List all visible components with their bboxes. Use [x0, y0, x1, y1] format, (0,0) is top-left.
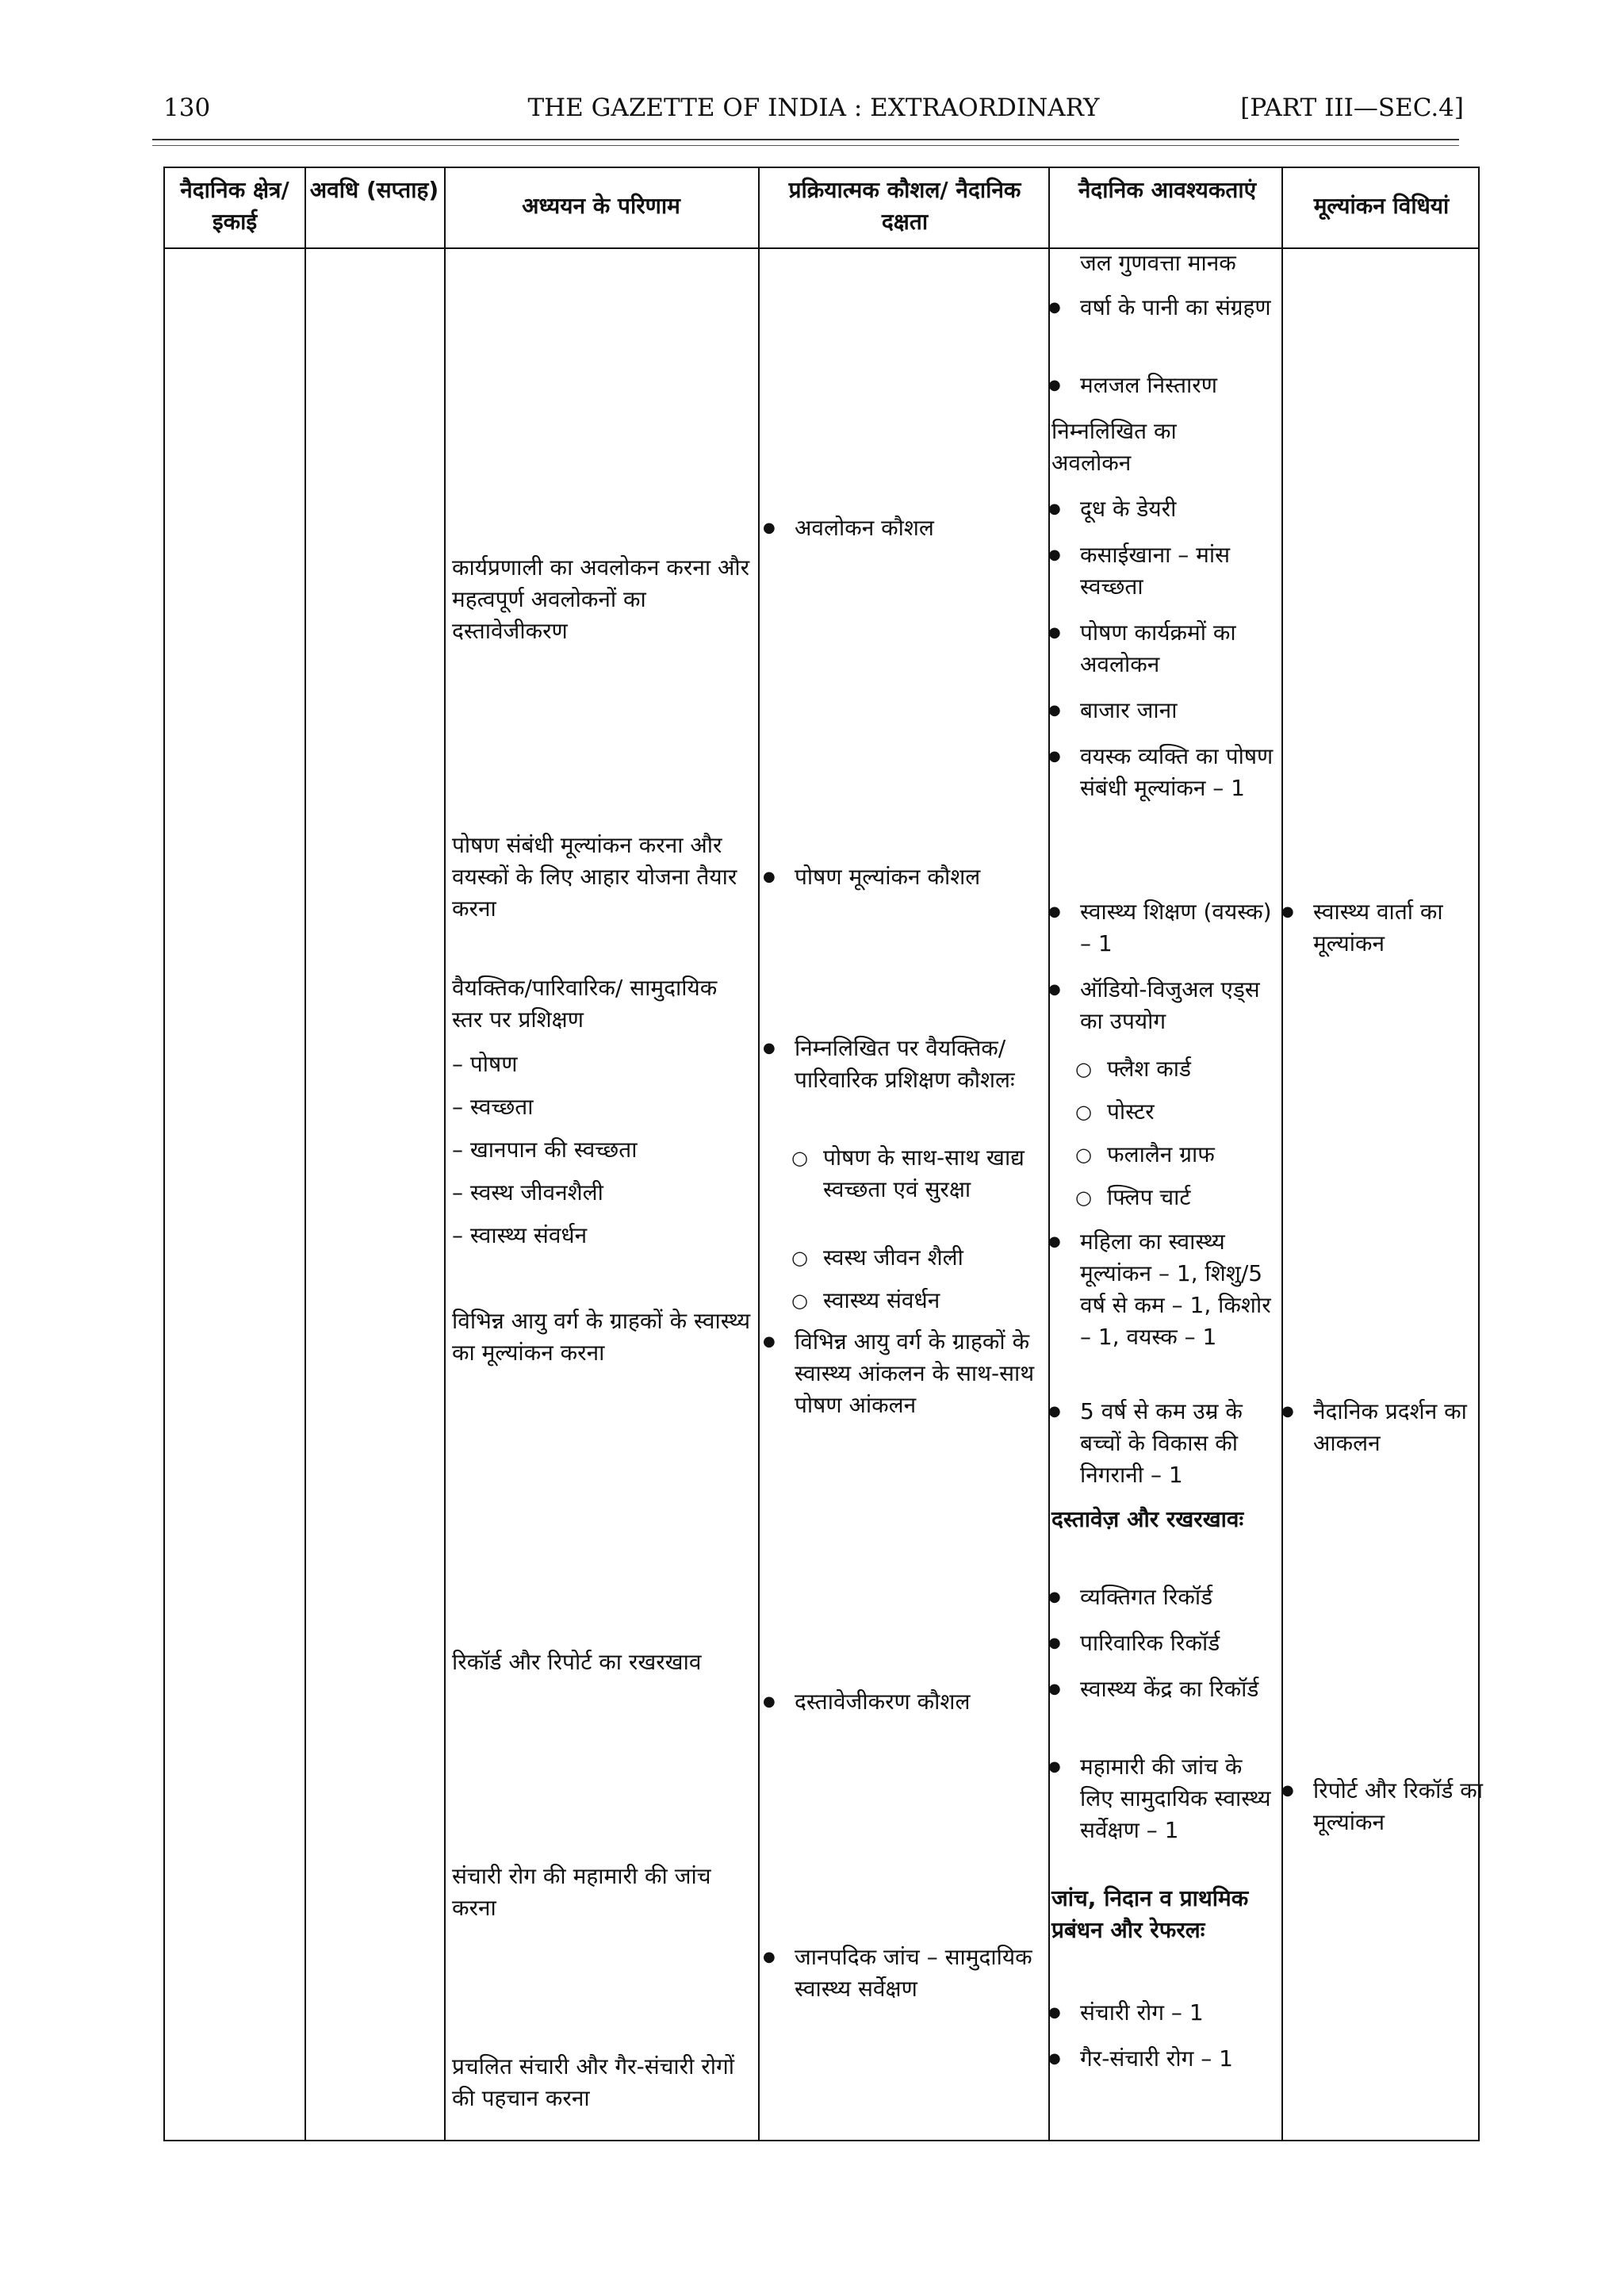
outcome-text: विभिन्न आयु वर्ग के ग्राहकों के स्वास्थ्य का मूल्यांकन करना [452, 1308, 751, 1366]
skill-item: ● निम्नलिखित पर वैयक्तिक/पारिवारिक प्रशिक्षण कौशलः [761, 1033, 1050, 1096]
requirement-item: ● महामारी की जांच के लिए सामुदायिक स्वास्थ्य सर्वेक्षण – 1 [1047, 1751, 1278, 1846]
skill-subitem: ○ पोषण के साथ-साथ खाद्य स्वच्छता एवं सुरक्षा [788, 1142, 1061, 1205]
assessment-item: ● रिपोर्ट और रिकॉर्ड का मूल्यांकन [1280, 1775, 1488, 1838]
header-rule-thin [152, 145, 1459, 146]
requirement-item: ● ऑडियो-विजुअल एड्स का उपयोग [1047, 974, 1278, 1037]
requirement-item: ● पोषण कार्यक्रमों का अवलोकन [1047, 617, 1278, 680]
col-header-assessment: मूल्यांकन विधियां [1313, 193, 1450, 219]
requirement-subitem: ○ फ्लिप चार्ट [1072, 1182, 1297, 1213]
col-header-clinical-area: नैदानिक क्षेत्र/इकाई [180, 177, 289, 235]
outcome-text: रिकॉर्ड और रिपोर्ट का रखरखाव [452, 1649, 702, 1675]
outcome-text: – स्वास्थ्य संवर्धन [452, 1222, 588, 1248]
requirement-item: ● संचारी रोग – 1 [1047, 1997, 1278, 2029]
requirement-heading: दस्तावेज़ और रखरखावः [1051, 1506, 1244, 1532]
column-divider [304, 168, 306, 2140]
skill-item: ● विभिन्न आयु वर्ग के ग्राहकों के स्वास्थ्य आंकलन के साथ-साथ पोषण आंकलन [761, 1326, 1050, 1421]
outcome-text: प्रचलित संचारी और गैर-संचारी रोगों की पहचान करना [452, 2053, 734, 2111]
skill-item: ● जानपदिक जांच – सामुदायिक स्वास्थ्य सर्वेक्षण [761, 1941, 1050, 2005]
skill-item: ● दस्तावेजीकरण कौशल [761, 1686, 1050, 1718]
assessment-item: ● नैदानिक प्रदर्शन का आकलन [1280, 1396, 1488, 1459]
requirement-item: ● स्वास्थ्य केंद्र का रिकॉर्ड [1047, 1673, 1278, 1705]
requirement-item: ● 5 वर्ष से कम उम्र के बच्चों के विकास की निगरानी – 1 [1047, 1396, 1278, 1491]
skill-subitem: ○ स्वास्थ्य संवर्धन [788, 1285, 1061, 1317]
requirement-subitem: ○ फलालैन ग्राफ [1072, 1139, 1297, 1171]
requirement-item: ● बाजार जाना [1047, 695, 1278, 726]
gazette-title: THE GAZETTE OF INDIA : EXTRAORDINARY [527, 94, 1100, 122]
col-header-outcomes: अध्ययन के परिणाम [522, 193, 680, 219]
page-number: 130 [163, 94, 211, 122]
requirement-item: ● दूध के डेयरी [1047, 493, 1278, 525]
skill-item: ● अवलोकन कौशल [761, 512, 1050, 544]
requirement-item: ● महिला का स्वास्थ्य मूल्यांकन – 1, शिशु/5 वर्ष से कम – 1, किशोर – 1, वयस्क – 1 [1047, 1226, 1278, 1353]
outcome-text: कार्यप्रणाली का अवलोकन करना और महत्वपूर्ण अवलोकनों का दस्तावेजीकरण [452, 554, 750, 644]
assessment-item: ● स्वास्थ्य वार्ता का मूल्यांकन [1280, 896, 1488, 960]
requirement-subitem: ○ फ्लैश कार्ड [1072, 1053, 1297, 1085]
outcome-text: – स्वच्छता [452, 1094, 534, 1120]
col-header-requirements: नैदानिक आवश्यकताएं [1078, 177, 1257, 203]
outcome-text: – पोषण [452, 1051, 518, 1077]
skill-subitem: ○ स्वस्थ जीवन शैली [788, 1242, 1061, 1274]
requirement-item: ● कसाईखाना – मांस स्वच्छता [1047, 539, 1278, 603]
requirement-item: ● व्यक्तिगत रिकॉर्ड [1047, 1581, 1278, 1613]
outcome-text: – स्वस्थ जीवनशैली [452, 1179, 603, 1205]
outcome-text: पोषण संबंधी मूल्यांकन करना और वयस्कों के लिए आहार योजना तैयार करना [452, 832, 737, 922]
outcome-text: वैयक्तिक/पारिवारिक/ सामुदायिक स्तर पर प्रशिक्षण [452, 975, 718, 1033]
header-row-divider [165, 247, 1478, 249]
requirement-heading: जांच, निदान व प्राथमिक प्रबंधन और रेफरलः [1051, 1885, 1249, 1943]
requirement-item: ● पारिवारिक रिकॉर्ड [1047, 1627, 1278, 1659]
page-header [163, 94, 1464, 138]
header-rule [152, 139, 1459, 140]
col-header-duration: अवधि (सप्ताह) [309, 177, 439, 203]
curriculum-table [163, 167, 1483, 2141]
column-divider [758, 168, 760, 2140]
requirement-text: निम्नलिखित का अवलोकन [1051, 418, 1177, 476]
requirement-text: जल गुणवत्ता मानक [1080, 250, 1236, 276]
column-divider [444, 168, 446, 2140]
skill-item: ● पोषण मूल्यांकन कौशल [761, 861, 1050, 893]
requirement-item: ● मलजल निस्तारण [1047, 370, 1278, 401]
requirement-item: ● वर्षा के पानी का संग्रहण [1047, 292, 1278, 324]
outcome-text: संचारी रोग की महामारी की जांच करना [452, 1863, 711, 1921]
outcome-text: – खानपान की स्वच्छता [452, 1137, 638, 1163]
requirement-item: ● गैर-संचारी रोग – 1 [1047, 2043, 1278, 2075]
col-header-skills: प्रक्रियात्मक कौशल/ नैदानिक दक्षता [788, 177, 1021, 235]
requirement-item: ● वयस्क व्यक्ति का पोषण संबंधी मूल्यांकन – 1 [1047, 741, 1278, 804]
requirement-item: ● स्वास्थ्य शिक्षण (वयस्क) – 1 [1047, 896, 1278, 960]
part-section: [PART III—SEC.4] [1240, 94, 1464, 122]
requirement-subitem: ○ पोस्टर [1072, 1096, 1297, 1128]
